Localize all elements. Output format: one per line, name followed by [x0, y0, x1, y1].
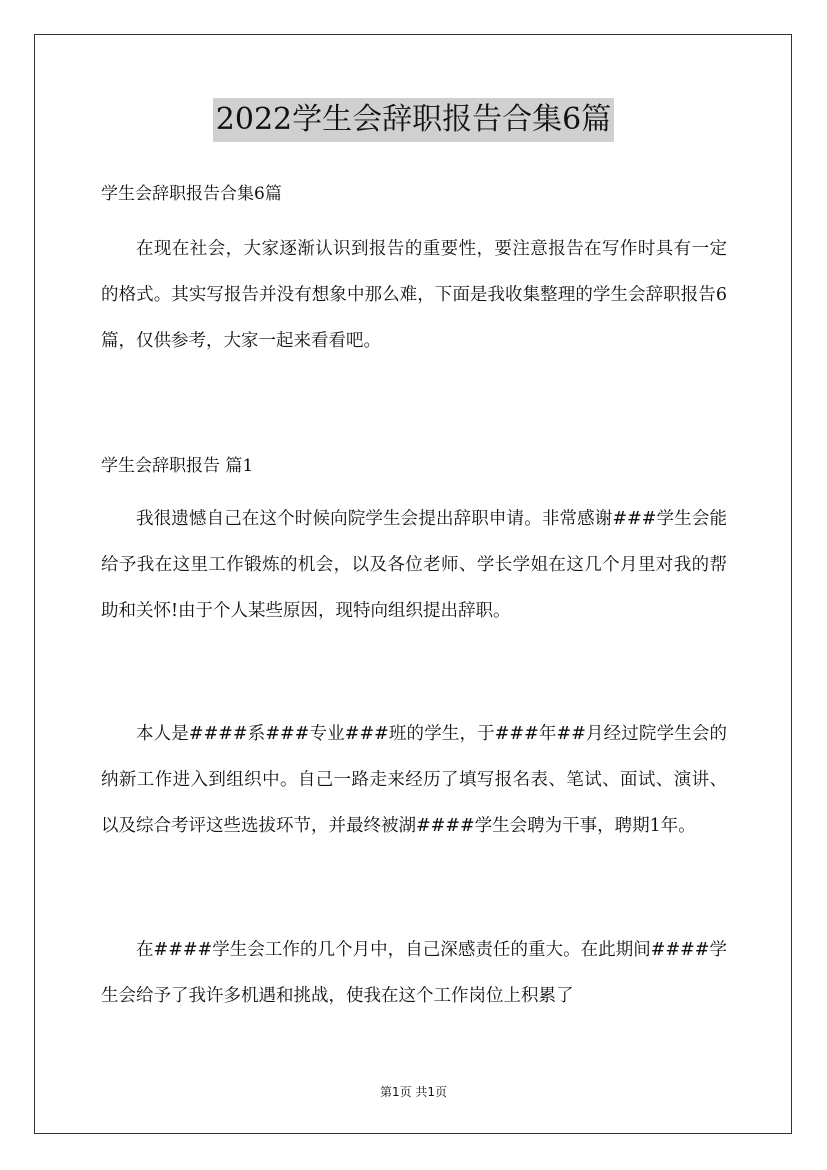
- body-paragraph-2: 本人是####系###专业###班的学生，于###年##月经过院学生会的纳新工作进入到组织中。自己一路走来经历了填写报名表、笔试、面试、演讲、以及综合考评这些选拔环节，并最终被湖####学生会聘为干事，聘期1年。: [101, 724, 727, 836]
- document-title: 2022学生会辞职报告合集6篇: [213, 98, 614, 142]
- document-subtitle: 学生会辞职报告合集6篇: [101, 184, 282, 204]
- body-paragraph-1: 我很遗憾自己在这个时候向院学生会提出辞职申请。非常感谢###学生会能给予我在这里工作锻炼的机会，以及各位老师、学长学姐在这几个月里对我的帮助和关怀!由于个人某些原因，现特向组织提出辞职。: [101, 509, 727, 621]
- section-heading: 学生会辞职报告 篇1: [101, 456, 254, 476]
- page-footer: 第1页 共1页: [379, 1085, 448, 1099]
- body-paragraph-3: 在####学生会工作的几个月中，自己深感责任的重大。在此期间####学生会给予了我许多机遇和挑战，使我在这个工作岗位上积累了: [101, 940, 727, 1006]
- document-title-wrapper: [0, 98, 827, 142]
- intro-paragraph: 在现在社会，大家逐渐认识到报告的重要性，要注意报告在写作时具有一定的格式。其实写报告并没有想象中那么难，下面是我收集整理的学生会辞职报告6篇，仅供参考，大家一起来看看吧。: [101, 239, 727, 351]
